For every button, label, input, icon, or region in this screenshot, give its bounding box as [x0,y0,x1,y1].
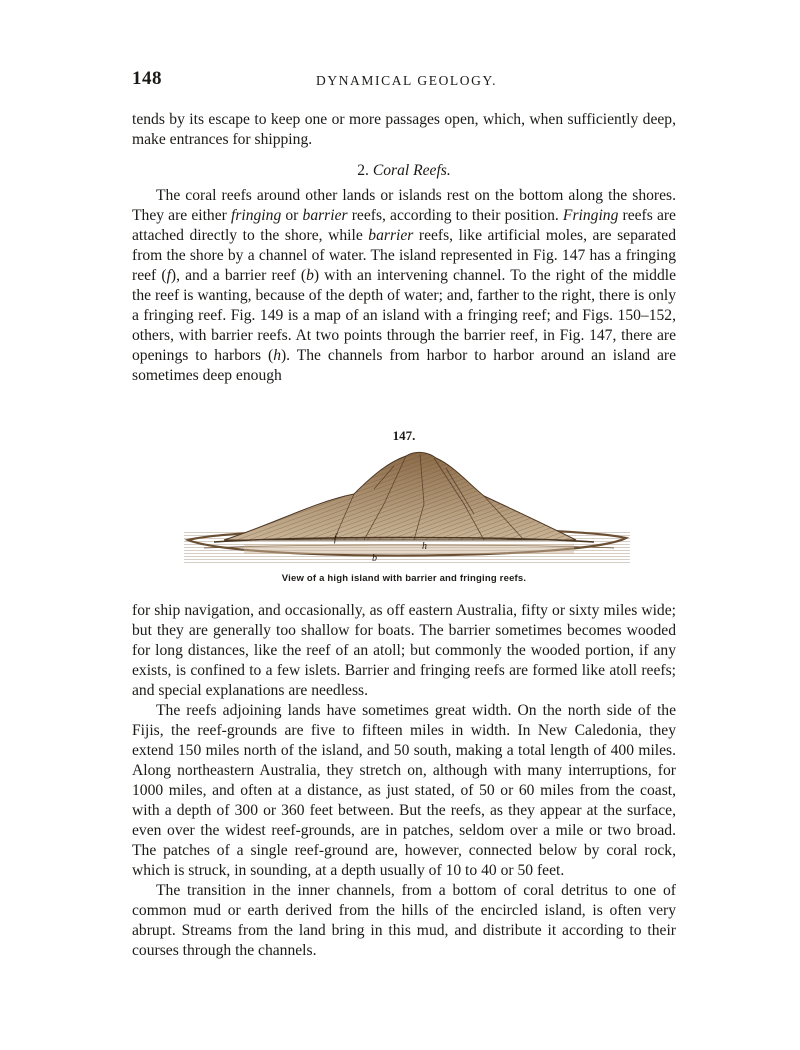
figure-label-f: f [334,533,337,544]
page-number: 148 [132,68,162,89]
page-header [132,68,676,92]
paragraph: The reefs adjoining lands have sometimes great width. On the north side of the Fijis, the reef-grounds are five to fifteen miles in width. In New Caledonia, they extend 150 miles north of the island, and 50 south, making a total length of 400 miles. Along northeastern Australia, they stretch on, although with many interruptions, for 1000 miles, and often at a distance, as just stated, of 50 or 60 miles from the coast, with a depth of 300 or 360 feet between. But the reefs, as they appear at the surface, even over the widest reef-grounds, are in patches, seldom over a mile or two broad. The patches of a single reef-ground are, however, connected below by coral rock, which is struck, in sounding, at a depth usually of 10 to 40 or 50 feet. [132,702,676,879]
emphasis: f [166,267,171,284]
island-illustration [184,444,630,572]
emphasis: fringing [230,207,282,224]
emphasis: b [306,267,314,284]
text-run: ) with an intervening channel. To the right of the middle the reef is wanting, because of the depth of water; and, farther to the right, there is only a fringing reef. Fig. 149 is a map of an island with a fringing reef; and Figs. 150–152, others, with barrier reefs. At two points through the barrier reef, in Fig. 147, there are openings to harbors ( [132,267,676,364]
paragraph [132,186,676,386]
running-title: DYNAMICAL GEOLOGY. [316,73,498,88]
text-run: reefs, like artificial moles, are separated from the shore by a channel of water. The island represented in Fig. 147 has a fringing reef ( [132,227,676,284]
emphasis: Fringing [562,207,619,224]
paragraph: for ship navigation, and occasionally, as off eastern Australia, fifty or sixty miles wide; but they are generally too shallow for boats. The barrier sometimes becomes wooded for long distances, like the reef of an atoll; but commonly the wooded portion, if any exists, is confined to a few islets. Barrier and fringing reefs are formed like atoll reefs; and special explanations are needless. [132,602,676,699]
figure-label-b: b [372,553,377,564]
figure-number: 147. [392,428,416,443]
section-title: Coral Reefs. [372,162,451,179]
figure-label-h: h [422,541,427,552]
paragraph: tends by its escape to keep one or more passages open, which, when sufficiently deep, make entrances for shipping. [132,111,676,148]
section-heading [132,161,676,181]
text-run: ). The channels from harbor to harbor around an island are sometimes deep enough [132,347,677,384]
figure-caption: View of a high island with barrier and fringing reefs. [281,573,527,584]
text-run: The coral reefs around other lands or islands rest on the bottom along the shores. They are either [132,187,676,224]
text-run: reefs are attached directly to the shore, while [132,207,676,244]
emphasis: barrier [368,227,414,244]
emphasis: barrier [302,207,348,224]
figure-island-engraving [184,444,630,572]
emphasis: h [273,347,281,364]
text-block-top [132,110,676,150]
text-block-section [132,186,676,386]
text-block-bottom [132,601,676,961]
text-run: or [281,207,303,224]
section-number: 2. [357,162,369,179]
text-run: reefs, according to their position. [347,207,563,224]
text-run: ), and a barrier reef ( [170,267,307,284]
paragraph: The transition in the inner channels, from a bottom of coral detritus to one of common mud or earth derived from the hills of the encircled island, is often very abrupt. Streams from the land bring in this mud, and distribute it according to their courses through the channels. [132,882,676,959]
